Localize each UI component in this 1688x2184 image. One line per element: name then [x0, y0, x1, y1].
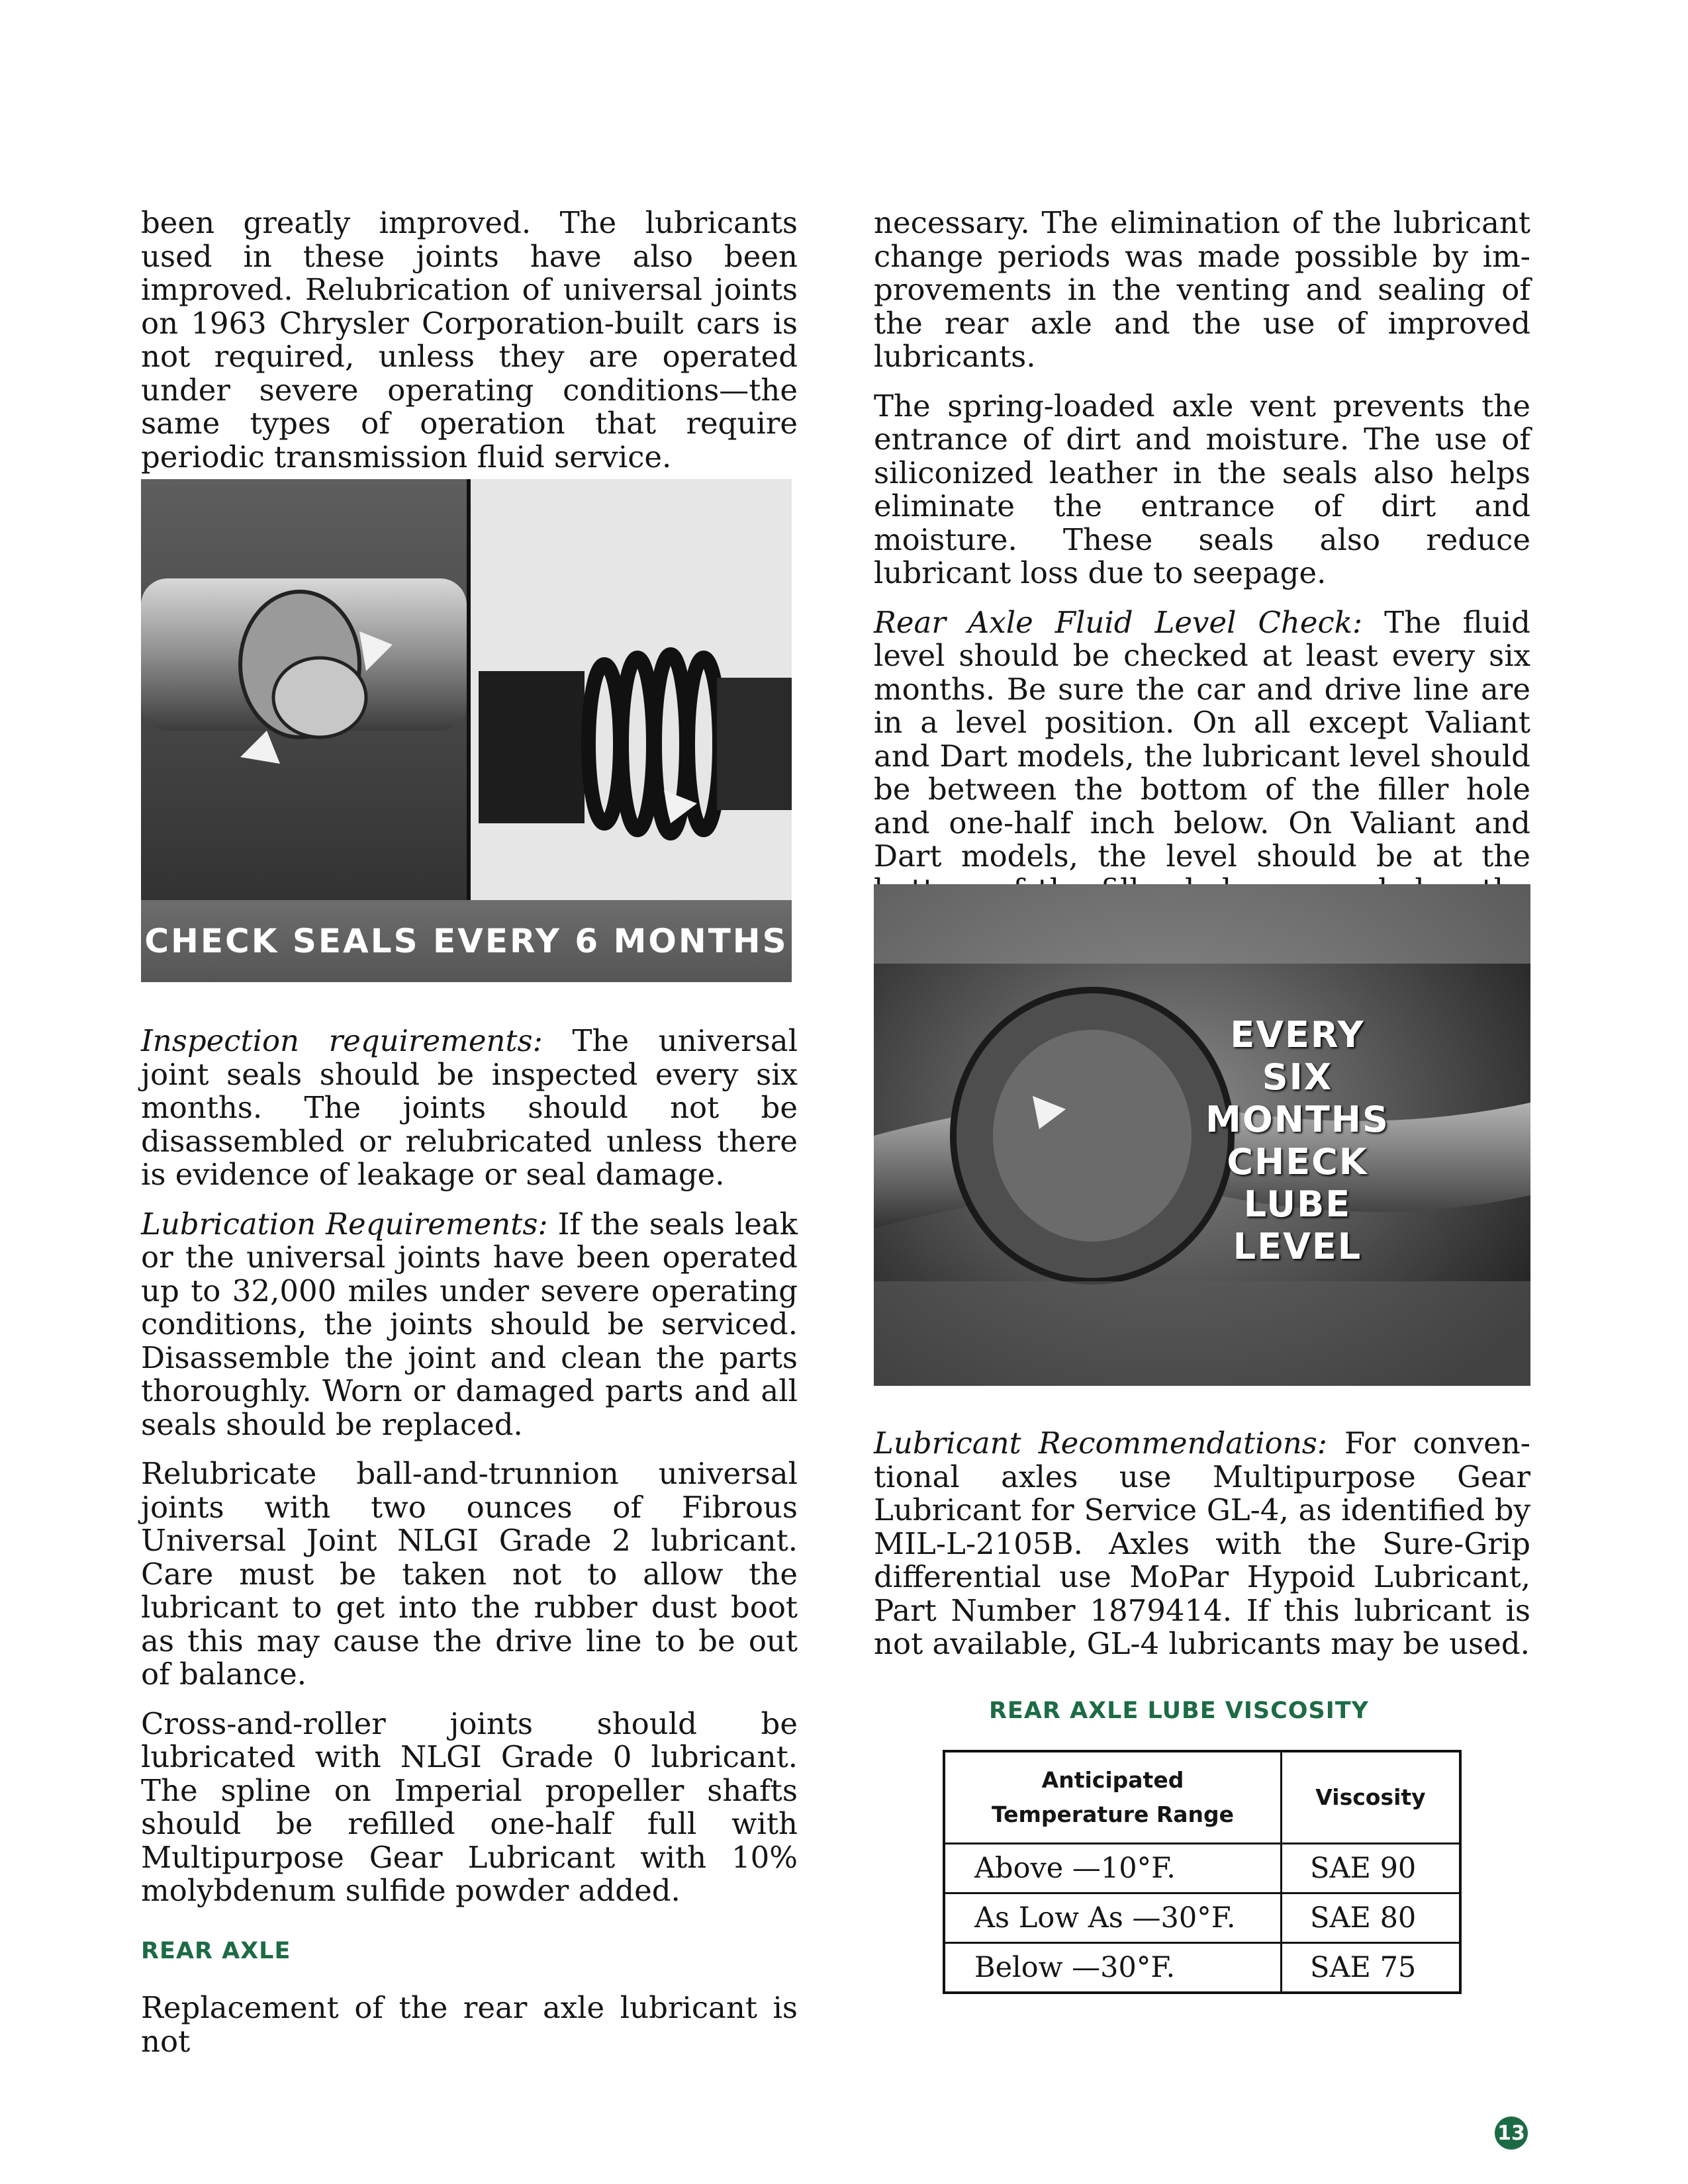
header-viscosity: Viscosity [1282, 1751, 1461, 1844]
fluid-level-check-lead: Rear Axle Fluid Level Check: [874, 604, 1363, 640]
photo-overlay-check-lube-level [1198, 1014, 1397, 1268]
lubricant-recommendations-body: For conventional axles use Multipurpose Gear Lubricant for Service GL-4, as identified by MIL-L-2105B. Axles with the Sure-Grip differential use MoPar Hypoid Lubricant, Part Number 1879414. If this lubricant is not available, GL-4 lubricants may be used. [874, 1426, 1530, 1661]
photo-universal-joint-seals [141, 479, 792, 982]
heading-rear-axle: REAR AXLE [141, 1937, 291, 1964]
overlay-line-check: CHECK [1227, 1141, 1368, 1183]
page-number-badge: 13 [1495, 2116, 1528, 2150]
header-temp-line-1: Anticipated [1041, 1767, 1184, 1793]
left-column [141, 206, 798, 490]
table-row [944, 1893, 1460, 1943]
viscosity-table [943, 1750, 1462, 1994]
paragraph-cross-and-roller: Cross-and-roller joints should be lubricated with NLGI Grade 0 lubricant. The spline on Imperial propeller shafts should be refilled one-half full with Multipurpose Gear Lubricant with 10% molybdenum sulfide powder added. [141, 1706, 798, 1908]
right-column-lower [874, 1427, 1530, 1743]
header-temp-line-2: Temperature Range [991, 1801, 1235, 1827]
cell-visc: SAE 80 [1282, 1893, 1461, 1943]
right-column [874, 206, 1530, 956]
paragraph-axle-vent: The spring-loaded axle vent prevents the entrance of dirt and moisture. The use of siliconized leather in the seals also helps eliminate the entrance of dirt and moisture. These seals also reduce lubricant loss due to seepage. [874, 388, 1530, 590]
table-row [944, 1844, 1460, 1893]
cell-visc: SAE 75 [1282, 1943, 1461, 1993]
cell-visc: SAE 90 [1282, 1844, 1461, 1893]
paragraph-relubricate-ball-trunnion: Relubricate ball-and-trunnion universal joints with two ounces of Fibrous Universal Joint NLGI Grade 2 lubricant. Care must be taken not to allow the lubricant to get into the rubber dust boot as this may cause the drive line to be out of balance. [141, 1456, 798, 1692]
paragraph-lubricant-recommendations [874, 1427, 1530, 1661]
photo-rear-axle-lube-level [874, 884, 1530, 1386]
lubricant-recommendations-lead: Lubricant Recommendations: [874, 1426, 1327, 1461]
paragraph-lubricant-change-elimination: necessary. The elimination of the lubricant change periods was made possible by improvements in the venting and sealing of the rear axle and the use of improved lubricants. [874, 205, 1530, 374]
left-column-lower [141, 1024, 798, 2074]
paragraph-ujoint-intro: been greatly improved. The lubricants used in these joints have also been improved. Relubrication of universal joints on 1963 Chrysler Corporation-built cars is not required, unless they are operated under severe operating conditions—the same types of operation that require periodic transmission fluid service. [141, 205, 798, 475]
table-title-rear-axle-lube-viscosity: REAR AXLE LUBE VISCOSITY [988, 1697, 1369, 1724]
paragraph-rear-axle-replacement: Replacement of the rear axle lubricant is not [141, 1990, 798, 2059]
paragraph-lubrication-requirements [141, 1208, 798, 1442]
table-row [944, 1943, 1460, 1993]
lubrication-requirements-body: If the seals leak or the universal joints have been operated up to 32,000 miles under severe operating conditions, the joints should be serviced. Disassemble the joint and clean the parts thoroughly. Worn or damaged parts and all seals should be replaced. [141, 1206, 798, 1442]
lubrication-requirements-lead: Lubrication Requirements: [141, 1206, 548, 1242]
cell-temp: Above —10°F. [944, 1844, 1282, 1893]
table-header-row [944, 1751, 1460, 1844]
photo-caption-check-seals: CHECK SEALS EVERY 6 MONTHS [141, 900, 792, 982]
cell-temp: Below —30°F. [944, 1943, 1282, 1993]
inspection-requirements-lead: Inspection requirements: [141, 1023, 543, 1058]
fluid-level-check-body: The fluid level should be checked at least every six months. Be sure the car and drive line are in a level position. On all except Valiant and Dart models, the lubricant level should be between the bottom of the filler hole and one-half inch below. On Valiant and Dart models, the level should be at the [874, 604, 1530, 874]
overlay-line-lube-level: LUBE LEVEL [1233, 1183, 1362, 1267]
overlay-line-every: EVERY [1230, 1014, 1365, 1056]
header-temperature-range [944, 1751, 1282, 1844]
inspection-requirements-body: The universal joint seals should be inspected every six months. The joints should not be disassembled or relubricated unless there is evidence of leakage or seal damage. [141, 1023, 798, 1192]
cell-temp: As Low As —30°F. [944, 1893, 1282, 1943]
paragraph-inspection-requirements [141, 1024, 798, 1192]
overlay-line-six-months: SIX MONTHS [1205, 1056, 1389, 1140]
